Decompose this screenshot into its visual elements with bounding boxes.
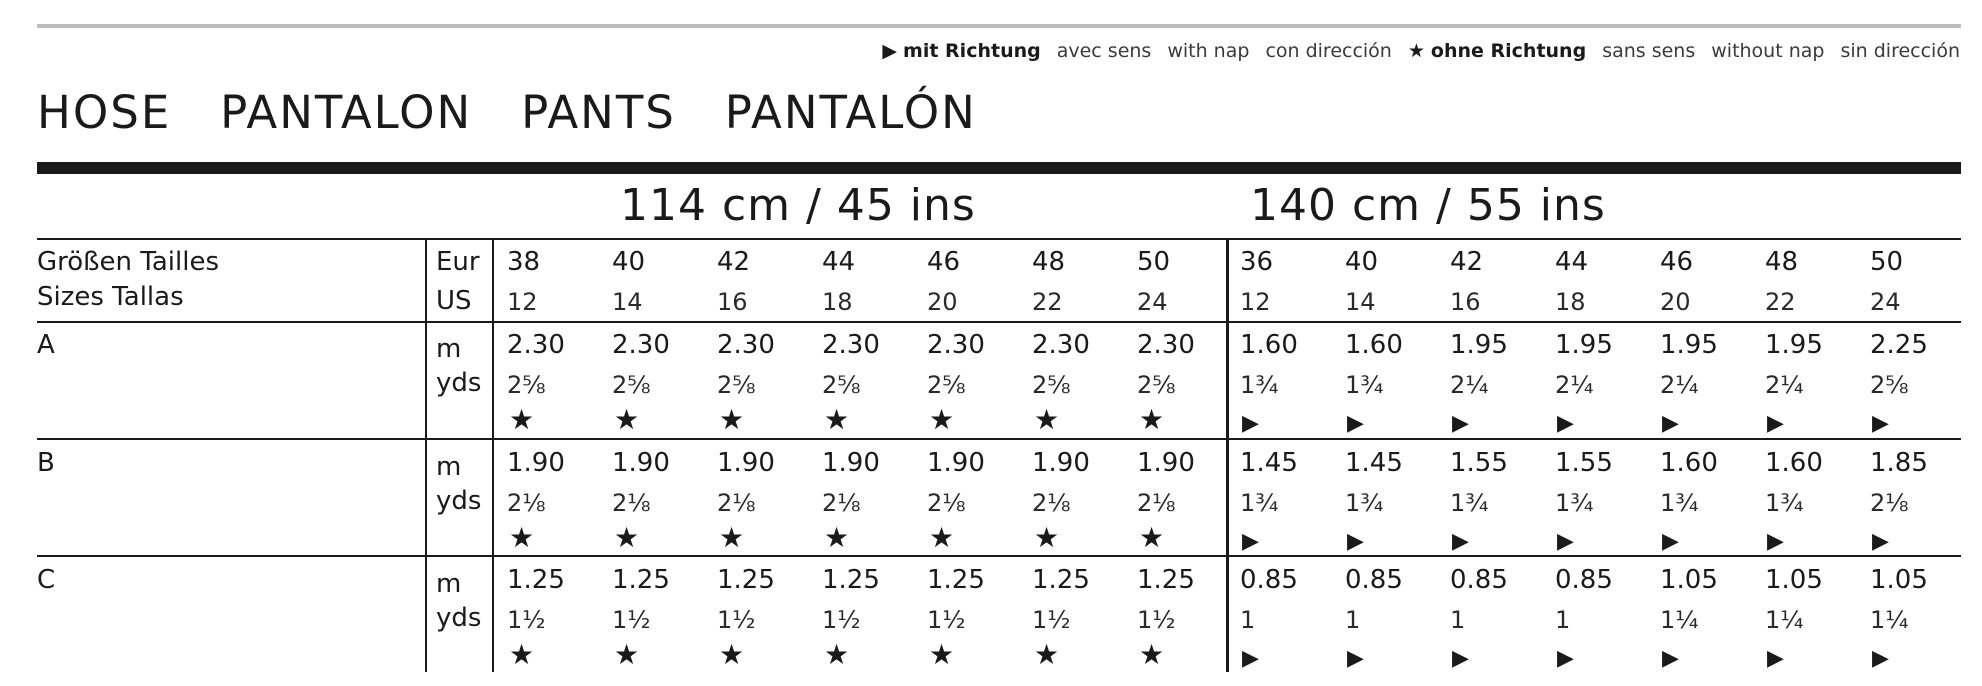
meters-value: 1.90 <box>717 448 775 478</box>
yards-value: 2⅛ <box>1032 489 1071 517</box>
meters-value: 1.45 <box>1345 448 1403 478</box>
meters-value: 1.95 <box>1555 330 1613 360</box>
top-rule <box>37 24 1961 28</box>
yards-value: 1½ <box>507 606 546 634</box>
meters-value: 0.85 <box>1345 565 1403 595</box>
yards-value: 2⅛ <box>822 489 861 517</box>
yards-value: 2⅝ <box>1137 371 1176 399</box>
meters-value: 0.85 <box>1555 565 1613 595</box>
meters-value: 1.05 <box>1765 565 1823 595</box>
page-title: HOSE PANTALON PANTS PANTALÓN <box>37 86 977 139</box>
meters-value: 1.05 <box>1660 565 1718 595</box>
us-size: 16 <box>717 288 748 316</box>
meters-value: 1.90 <box>1137 448 1195 478</box>
with-nap-icon: ▶ <box>1767 529 1784 554</box>
with-nap-icon: ▶ <box>1872 529 1889 554</box>
unit-meters: m <box>436 452 462 482</box>
us-size: 20 <box>927 288 958 316</box>
view-label: B <box>37 448 55 478</box>
with-nap-icon: ▶ <box>1662 646 1679 671</box>
with-nap-icon: ▶ <box>1662 529 1679 554</box>
yards-value: 1½ <box>927 606 966 634</box>
yards-value: 2⅝ <box>612 371 651 399</box>
eur-size: 48 <box>1765 247 1799 277</box>
without-nap-fr: sans sens <box>1602 40 1696 62</box>
meters-value: 1.25 <box>927 565 985 595</box>
eur-size: 46 <box>1660 247 1694 277</box>
yards-value: 2⅝ <box>717 371 756 399</box>
unit-yards: yds <box>436 368 482 398</box>
without-nap-icon: ★ <box>614 521 640 554</box>
without-nap-icon: ★ <box>824 521 850 554</box>
meters-value: 1.25 <box>507 565 565 595</box>
meters-value: 1.45 <box>1240 448 1298 478</box>
without-nap-icon: ★ <box>509 521 535 554</box>
meters-value: 1.25 <box>1032 565 1090 595</box>
with-nap-es: con dirección <box>1265 40 1392 62</box>
us-size: 18 <box>1555 288 1586 316</box>
yards-value: 1½ <box>612 606 651 634</box>
with-nap-icon: ▶ <box>1347 411 1364 436</box>
view-label: C <box>37 565 56 595</box>
eur-label: Eur <box>436 247 480 277</box>
meters-value: 2.30 <box>717 330 775 360</box>
yards-value: 2⅛ <box>1870 489 1909 517</box>
us-size: 18 <box>822 288 853 316</box>
us-size: 12 <box>1240 288 1271 316</box>
us-size: 24 <box>1137 288 1168 316</box>
without-nap-icon: ★ <box>1034 638 1060 671</box>
without-nap-icon: ★ <box>1034 521 1060 554</box>
meters-value: 1.25 <box>1137 565 1195 595</box>
eur-size: 40 <box>612 247 646 277</box>
yards-value: 1¾ <box>1240 371 1279 399</box>
eur-size: 44 <box>822 247 856 277</box>
with-nap-symbol: ▶ <box>882 40 898 62</box>
with-nap-icon: ▶ <box>1767 411 1784 436</box>
yards-value: 2⅝ <box>1032 371 1071 399</box>
eur-size: 50 <box>1870 247 1904 277</box>
without-nap-icon: ★ <box>1139 403 1165 436</box>
with-nap-icon: ▶ <box>1557 646 1574 671</box>
eur-size: 48 <box>1032 247 1066 277</box>
yards-value: 1¼ <box>1660 606 1699 634</box>
with-nap-icon: ▶ <box>1347 529 1364 554</box>
yards-value: 1 <box>1450 606 1466 634</box>
eur-size: 42 <box>717 247 751 277</box>
with-nap-de: mit Richtung <box>903 40 1041 62</box>
us-size: 14 <box>1345 288 1376 316</box>
meters-value: 1.05 <box>1870 565 1928 595</box>
eur-size: 50 <box>1137 247 1171 277</box>
without-nap-icon: ★ <box>1034 403 1060 436</box>
meters-value: 2.30 <box>612 330 670 360</box>
yards-value: 2¼ <box>1660 371 1699 399</box>
without-nap-icon: ★ <box>719 638 745 671</box>
yards-value: 1¾ <box>1555 489 1594 517</box>
yards-value: 1¾ <box>1345 371 1384 399</box>
without-nap-symbol: ★ <box>1407 40 1425 62</box>
yards-value: 1¾ <box>1450 489 1489 517</box>
with-nap-icon: ▶ <box>1767 646 1784 671</box>
us-label: US <box>436 286 472 316</box>
meters-value: 1.60 <box>1765 448 1823 478</box>
meters-value: 1.60 <box>1240 330 1298 360</box>
meters-value: 1.55 <box>1450 448 1508 478</box>
yards-value: 1¼ <box>1870 606 1909 634</box>
us-size: 16 <box>1450 288 1481 316</box>
table-rule-2 <box>37 438 1961 440</box>
yards-value: 2⅝ <box>1870 371 1909 399</box>
meters-value: 1.90 <box>507 448 565 478</box>
yards-value: 1½ <box>1032 606 1071 634</box>
yards-value: 2¼ <box>1765 371 1804 399</box>
meters-value: 1.95 <box>1765 330 1823 360</box>
with-nap-fr: avec sens <box>1056 40 1152 62</box>
size-column-rule <box>492 238 494 672</box>
eur-size: 42 <box>1450 247 1484 277</box>
meters-value: 1.25 <box>822 565 880 595</box>
yards-value: 2¼ <box>1450 371 1489 399</box>
yards-value: 2⅛ <box>1137 489 1176 517</box>
view-label: A <box>37 330 55 360</box>
title-rule <box>37 162 1961 174</box>
yards-value: 1 <box>1555 606 1571 634</box>
meters-value: 2.30 <box>822 330 880 360</box>
with-nap-icon: ▶ <box>1662 411 1679 436</box>
yards-value: 1½ <box>822 606 861 634</box>
without-nap-icon: ★ <box>614 403 640 436</box>
unit-meters: m <box>436 569 462 599</box>
eur-size: 46 <box>927 247 961 277</box>
unit-column-rule <box>425 238 427 672</box>
with-nap-icon: ▶ <box>1242 411 1259 436</box>
meters-value: 1.25 <box>612 565 670 595</box>
meters-value: 2.25 <box>1870 330 1928 360</box>
unit-yards: yds <box>436 603 482 633</box>
meters-value: 1.90 <box>822 448 880 478</box>
yards-value: 1¼ <box>1765 606 1804 634</box>
eur-size: 44 <box>1555 247 1589 277</box>
without-nap-icon: ★ <box>929 403 955 436</box>
meters-value: 2.30 <box>927 330 985 360</box>
without-nap-de: ohne Richtung <box>1430 40 1587 62</box>
meters-value: 1.85 <box>1870 448 1928 478</box>
meters-value: 2.30 <box>1137 330 1195 360</box>
yards-value: 2⅝ <box>927 371 966 399</box>
meters-value: 1.60 <box>1660 448 1718 478</box>
size-label-line1: Größen Tailles <box>37 247 220 277</box>
yards-value: 2⅛ <box>612 489 651 517</box>
us-size: 14 <box>612 288 643 316</box>
meters-value: 1.60 <box>1345 330 1403 360</box>
without-nap-icon: ★ <box>614 638 640 671</box>
with-nap-icon: ▶ <box>1557 529 1574 554</box>
yards-value: 1¾ <box>1660 489 1699 517</box>
with-nap-icon: ▶ <box>1452 411 1469 436</box>
meters-value: 1.90 <box>1032 448 1090 478</box>
meters-value: 2.30 <box>1032 330 1090 360</box>
meters-value: 0.85 <box>1450 565 1508 595</box>
with-nap-icon: ▶ <box>1557 411 1574 436</box>
eur-size: 40 <box>1345 247 1379 277</box>
with-nap-icon: ▶ <box>1347 646 1364 671</box>
table-rule-0 <box>37 238 1961 240</box>
unit-meters: m <box>436 334 462 364</box>
with-nap-icon: ▶ <box>1872 411 1889 436</box>
with-nap-en: with nap <box>1167 40 1250 62</box>
without-nap-icon: ★ <box>719 521 745 554</box>
without-nap-icon: ★ <box>929 638 955 671</box>
meters-value: 1.95 <box>1660 330 1718 360</box>
table-rule-1 <box>37 321 1961 323</box>
with-nap-icon: ▶ <box>1242 529 1259 554</box>
without-nap-icon: ★ <box>824 403 850 436</box>
yards-value: 1 <box>1345 606 1361 634</box>
yards-value: 1¾ <box>1765 489 1804 517</box>
meters-value: 1.55 <box>1555 448 1613 478</box>
size-label-line2: Sizes Tallas <box>37 282 184 312</box>
nap-legend <box>882 40 1960 62</box>
us-size: 24 <box>1870 288 1901 316</box>
yards-value: 2⅛ <box>927 489 966 517</box>
with-nap-icon: ▶ <box>1452 646 1469 671</box>
width-separator-rule <box>1226 238 1229 672</box>
with-nap-icon: ▶ <box>1872 646 1889 671</box>
with-nap-icon: ▶ <box>1242 646 1259 671</box>
without-nap-icon: ★ <box>719 403 745 436</box>
us-size: 20 <box>1660 288 1691 316</box>
yards-value: 1¾ <box>1345 489 1384 517</box>
without-nap-en: without nap <box>1711 40 1825 62</box>
meters-value: 1.90 <box>927 448 985 478</box>
eur-size: 38 <box>507 247 541 277</box>
yards-value: 2⅛ <box>717 489 756 517</box>
unit-yards: yds <box>436 486 482 516</box>
meters-value: 1.25 <box>717 565 775 595</box>
fabric-width-140: 140 cm / 55 ins <box>1250 180 1606 231</box>
us-size: 22 <box>1032 288 1063 316</box>
without-nap-icon: ★ <box>1139 521 1165 554</box>
with-nap-icon: ▶ <box>1452 529 1469 554</box>
meters-value: 1.90 <box>612 448 670 478</box>
fabric-width-114: 114 cm / 45 ins <box>620 180 976 231</box>
yards-value: 2⅝ <box>822 371 861 399</box>
yards-value: 2⅝ <box>507 371 546 399</box>
meters-value: 1.95 <box>1450 330 1508 360</box>
us-size: 22 <box>1765 288 1796 316</box>
yards-value: 1½ <box>1137 606 1176 634</box>
without-nap-icon: ★ <box>824 638 850 671</box>
without-nap-icon: ★ <box>509 638 535 671</box>
without-nap-es: sin dirección <box>1840 40 1960 62</box>
eur-size: 36 <box>1240 247 1274 277</box>
without-nap-icon: ★ <box>929 521 955 554</box>
yards-value: 1¾ <box>1240 489 1279 517</box>
yards-value: 2¼ <box>1555 371 1594 399</box>
us-size: 12 <box>507 288 538 316</box>
yards-value: 2⅛ <box>507 489 546 517</box>
without-nap-icon: ★ <box>509 403 535 436</box>
yards-value: 1 <box>1240 606 1256 634</box>
meters-value: 2.30 <box>507 330 565 360</box>
meters-value: 0.85 <box>1240 565 1298 595</box>
yards-value: 1½ <box>717 606 756 634</box>
without-nap-icon: ★ <box>1139 638 1165 671</box>
